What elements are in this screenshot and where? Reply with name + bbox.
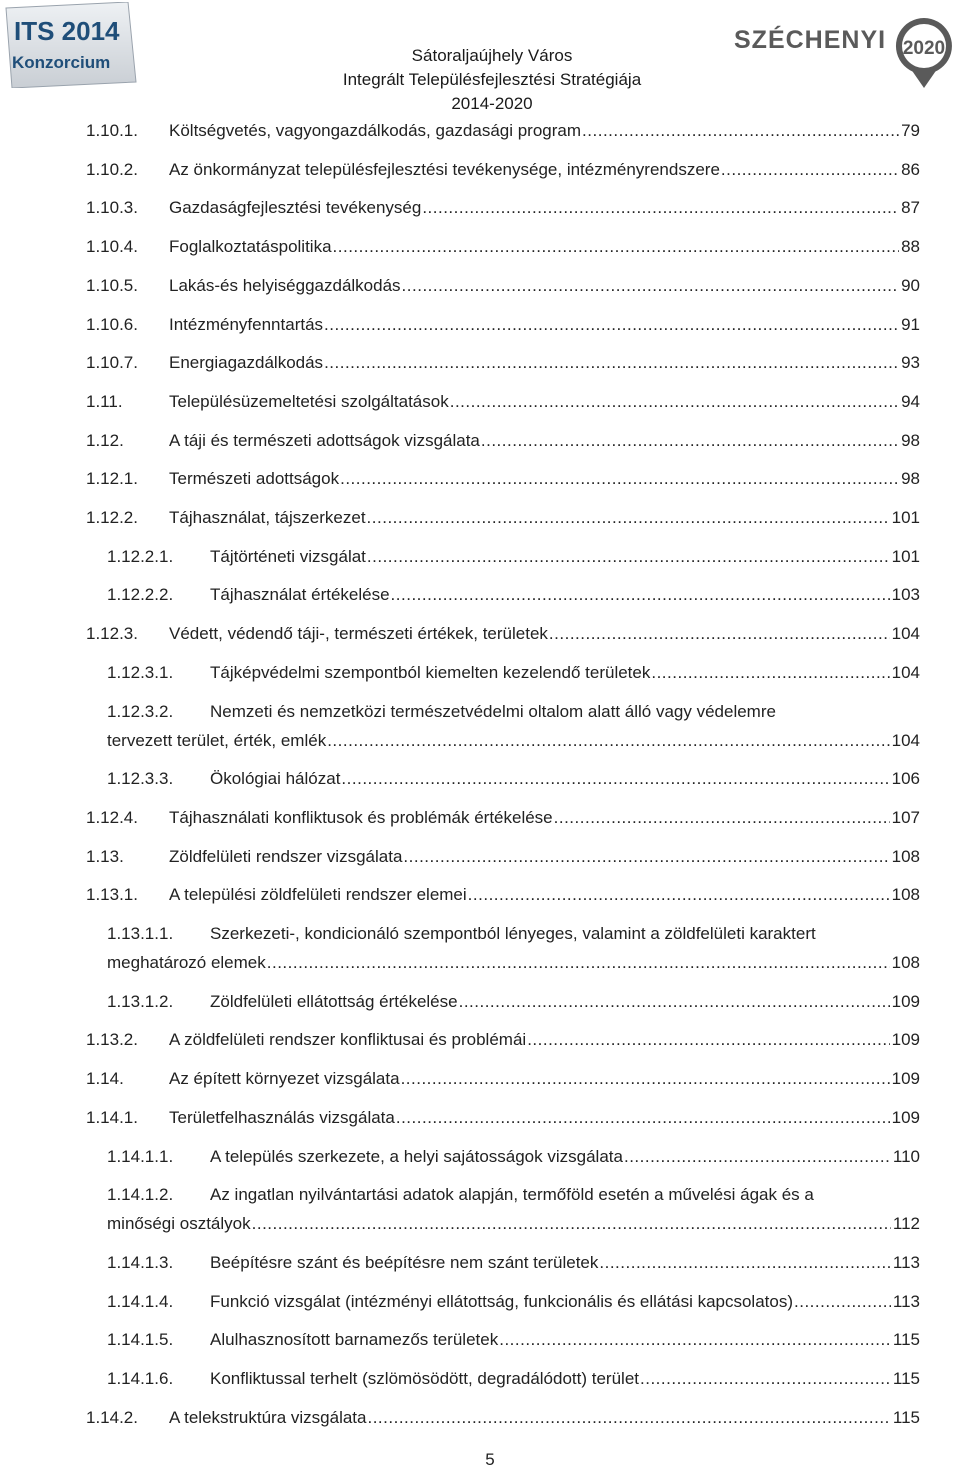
- toc-entry-number: 1.12.4.: [86, 807, 138, 827]
- toc-entry-number: 1.14.1.2.: [107, 1185, 174, 1205]
- toc-entry-title: Konfliktussal terhelt (szlömösödött, degradálódott) terület: [210, 1369, 640, 1388]
- toc-entry-number: 1.14.1.: [86, 1107, 138, 1127]
- toc-entry[interactable]: [107, 1290, 920, 1314]
- toc-entry-number: 1.12.1.: [86, 469, 138, 489]
- toc-entry-number: 1.12.3.1.: [107, 662, 174, 682]
- dot-leader: [324, 313, 899, 337]
- toc-entry-number: 1.10.7.: [86, 353, 138, 373]
- toc-entry-number: 1.12.2.1.: [107, 546, 174, 566]
- toc-entry-page: 79: [901, 121, 920, 140]
- dot-leader: [459, 990, 890, 1014]
- toc-entry-title: Nemzeti és nemzetközi természetvédelmi oltalom alatt álló vagy védelemre: [210, 701, 776, 721]
- toc-entry-title: Az ingatlan nyilvántartási adatok alapján, termőföld esetén a művelési ágak és a: [210, 1185, 814, 1205]
- dot-leader: [401, 1067, 890, 1091]
- toc-entry[interactable]: [86, 274, 920, 298]
- dot-leader: [340, 467, 899, 491]
- its-konzorcium-logo: [2, 2, 138, 88]
- toc-entry-page: 98: [901, 430, 920, 450]
- dot-leader: [554, 806, 890, 830]
- toc-entry-title: Tájhasználat, tájszerkezet: [169, 508, 366, 527]
- toc-entry-page: 101: [891, 508, 920, 527]
- toc-entry[interactable]: [86, 467, 920, 491]
- toc-entry-page: 98: [901, 469, 920, 489]
- toc-entry-page: 109: [891, 1030, 920, 1050]
- toc-entry-number: 1.12.3.2.: [107, 701, 174, 721]
- toc-entry-number: 1.13.2.: [86, 1030, 138, 1050]
- document-header: [250, 44, 734, 116]
- toc-entry-number: 1.12.2.: [86, 508, 138, 527]
- toc-entry[interactable]: [86, 1406, 920, 1430]
- toc-entry-number: 1.10.2.: [86, 159, 138, 179]
- toc-entry[interactable]: [86, 1067, 920, 1091]
- toc-entry-page: 103: [891, 585, 920, 605]
- toc-entry-page: 113: [892, 1252, 920, 1272]
- toc-entry-number: 1.10.6.: [86, 314, 138, 334]
- dot-leader: [481, 429, 899, 453]
- toc-entry-title: Természeti adottságok: [169, 469, 340, 489]
- dot-leader: [341, 767, 889, 791]
- toc-entry-number: 1.11.: [86, 391, 123, 411]
- toc-entry-title: Az épített környezet vizsgálata: [169, 1069, 400, 1089]
- toc-entry-title: Beépítésre szánt és beépítésre nem szánt területek: [210, 1252, 599, 1272]
- toc-entry-page: 106: [891, 769, 920, 789]
- dot-leader: [450, 390, 899, 414]
- dot-leader: [651, 661, 889, 685]
- toc-entry-number: 1.14.: [86, 1069, 124, 1089]
- dot-leader: [549, 622, 890, 646]
- toc-entry-title: Településüzemeltetési szolgáltatások: [169, 391, 449, 411]
- toc-entry-number: 1.14.1.5.: [107, 1330, 174, 1350]
- toc-entry[interactable]: [107, 700, 920, 753]
- logo-right-year: 2020: [902, 38, 946, 59]
- toc-entry[interactable]: [107, 990, 920, 1014]
- toc-entry[interactable]: [86, 351, 920, 375]
- toc-entry-page: 104: [891, 662, 920, 682]
- toc-entry-title: A telekstruktúra vizsgálata: [169, 1407, 367, 1427]
- toc-entry[interactable]: [86, 196, 920, 220]
- toc-entry-title-continued: minőségi osztályok: [107, 1214, 251, 1234]
- toc-entry-page: 94: [901, 391, 920, 411]
- dot-leader: [499, 1328, 891, 1352]
- dot-leader: [396, 1106, 890, 1130]
- toc-entry[interactable]: [107, 583, 920, 607]
- dot-leader: [402, 274, 900, 298]
- toc-entry-title: Zöldfelületi ellátottság értékelése: [210, 991, 458, 1011]
- header-title-line1: Sátoraljaújhely Város: [411, 46, 573, 65]
- pin-icon: [896, 18, 952, 88]
- toc-entry-page: 109: [891, 1069, 920, 1089]
- toc-entry[interactable]: [86, 390, 920, 414]
- toc-entry[interactable]: [86, 119, 920, 143]
- toc-entry-number: 1.12.3.3.: [107, 769, 174, 789]
- header-title-line2: Integrált Településfejlesztési Stratégiája: [342, 70, 642, 89]
- toc-entry-page: 104: [891, 624, 920, 644]
- toc-entry-page: 110: [892, 1146, 920, 1166]
- toc-entry-title: A település szerkezete, a helyi sajátosságok vizsgálata: [210, 1146, 623, 1166]
- toc-entry-title: Tájhasználat értékelése: [210, 585, 390, 605]
- toc-entry[interactable]: [107, 661, 920, 685]
- toc-entry[interactable]: [86, 158, 920, 182]
- dot-leader: [367, 506, 890, 530]
- toc-entry[interactable]: [107, 1145, 920, 1169]
- dot-leader: [640, 1367, 891, 1391]
- toc-entry-title: Területfelhasználás vizsgálata: [169, 1107, 395, 1127]
- toc-entry-title: Szerkezeti-, kondicionáló szempontból lényeges, valamint a zöldfelületi karaktert: [210, 924, 816, 943]
- dot-leader: [367, 1406, 890, 1430]
- toc-entry[interactable]: [86, 622, 920, 646]
- toc-entry-title: Zöldfelületi rendszer vizsgálata: [169, 846, 403, 866]
- toc-entry[interactable]: [86, 313, 920, 337]
- dot-leader: [582, 119, 899, 143]
- toc-entry-number: 1.12.2.2.: [107, 585, 174, 605]
- dot-leader: [327, 729, 889, 753]
- toc-entry-title: Az önkormányzat településfejlesztési tevékenysége, intézményrendszere: [169, 159, 720, 179]
- dot-leader: [403, 845, 889, 869]
- toc-entry[interactable]: [107, 1367, 920, 1391]
- toc-entry[interactable]: [107, 922, 920, 975]
- toc-entry-title: Ökológiai hálózat: [210, 769, 341, 789]
- toc-entry-title: Energiagazdálkodás: [169, 353, 324, 373]
- header-title-line3: 2014-2020: [451, 94, 533, 113]
- logo-left-line1: ITS 2014: [14, 16, 120, 46]
- toc-entry-number: 1.14.1.6.: [107, 1369, 174, 1388]
- toc-entry-title: Tájhasználati konfliktusok és problémák értékelése: [169, 807, 553, 827]
- toc-entry-page: 101: [891, 546, 920, 566]
- toc-entry-title-continued: meghatározó elemek: [107, 953, 266, 972]
- toc-entry-number: 1.14.1.3.: [107, 1252, 174, 1272]
- toc-entry-number: 1.14.2.: [86, 1407, 138, 1427]
- toc-entry-title: Védett, védendő táji-, természeti értékek, területek: [169, 624, 548, 644]
- toc-entry-page: 108: [891, 846, 920, 866]
- dot-leader: [391, 583, 890, 607]
- toc-entry-page: 109: [891, 991, 920, 1011]
- toc-entry-title: A táji és természeti adottságok vizsgálata: [169, 430, 480, 450]
- toc-entry[interactable]: [86, 806, 920, 830]
- toc-entry-number: 1.12.3.: [86, 624, 138, 644]
- dot-leader: [267, 951, 890, 975]
- toc-entry-page: 108: [891, 953, 920, 972]
- toc-entry-page: 115: [892, 1369, 920, 1388]
- toc-entry-page: 93: [901, 353, 920, 373]
- toc-entry-page: 115: [892, 1330, 920, 1350]
- toc-entry-title: A települési zöldfelületi rendszer elemei: [169, 885, 467, 905]
- toc-entry[interactable]: [107, 1251, 920, 1275]
- dot-leader: [367, 545, 890, 569]
- toc-entry[interactable]: [107, 1183, 920, 1236]
- toc-entry-title: Tájképvédelmi szempontból kiemelten kezelendő területek: [210, 662, 651, 682]
- toc-entry-number: 1.13.1.: [86, 885, 138, 905]
- dot-leader: [527, 1028, 889, 1052]
- toc-entry-number: 1.10.5.: [86, 275, 138, 295]
- toc-entry-title: Tájtörténeti vizsgálat: [210, 546, 366, 566]
- toc-entry-number: 1.10.4.: [86, 237, 138, 257]
- page-number: 5: [485, 1450, 495, 1469]
- toc-entry-title: A zöldfelületi rendszer konfliktusai és problémái: [169, 1030, 527, 1050]
- toc-entry-page: 109: [891, 1107, 920, 1127]
- dot-leader: [599, 1251, 891, 1275]
- toc-entry-number: 1.10.3.: [86, 198, 138, 218]
- toc-entry-page: 90: [901, 275, 920, 295]
- toc-entry[interactable]: [107, 767, 920, 791]
- toc-entry[interactable]: [86, 506, 920, 530]
- dot-leader: [794, 1290, 891, 1314]
- toc-entry-title: Intézményfenntartás: [169, 314, 324, 334]
- toc-entry-number: 1.13.1.2.: [107, 991, 174, 1011]
- dot-leader: [721, 158, 899, 182]
- toc-entry-title: Funkció vizsgálat (intézményi ellátottság, funkcionális és ellátási kapcsolatos): [210, 1291, 793, 1311]
- toc-entry-number: 1.12.: [86, 430, 124, 450]
- toc-entry-title: Gazdaságfejlesztési tevékenység: [169, 198, 422, 218]
- dot-leader: [324, 351, 899, 375]
- toc-entry[interactable]: [86, 1028, 920, 1052]
- toc-entry[interactable]: [86, 235, 920, 259]
- toc-entry-title: Alulhasznosított barnamezős területek: [210, 1330, 499, 1350]
- dot-leader: [252, 1212, 891, 1236]
- toc-entry-number: 1.13.1.1.: [107, 924, 174, 943]
- dot-leader: [468, 883, 890, 907]
- toc-entry-page: 91: [901, 314, 920, 334]
- toc-entry-page: 113: [892, 1291, 920, 1311]
- dot-leader: [422, 196, 899, 220]
- toc-entry-page: 112: [892, 1214, 920, 1234]
- toc-entry[interactable]: [86, 429, 920, 453]
- toc-entry-page: 87: [901, 198, 920, 218]
- toc-entry-page: 107: [891, 807, 920, 827]
- toc-entry-page: 108: [891, 885, 920, 905]
- toc-entry-page: 86: [901, 159, 920, 179]
- logo-left-line2: Konzorcium: [12, 53, 111, 72]
- toc-entry-title: Lakás-és helyiséggazdálkodás: [169, 275, 401, 295]
- toc-entry-page: 115: [892, 1407, 920, 1427]
- toc-entry[interactable]: [86, 1106, 920, 1130]
- dot-leader: [624, 1145, 891, 1169]
- toc-entry[interactable]: [107, 545, 920, 569]
- toc-entry-title: Költségvetés, vagyongazdálkodás, gazdasági program: [169, 121, 582, 140]
- logo-right-word: SZÉCHENYI: [734, 26, 887, 54]
- toc-entry-title-continued: tervezett terület, érték, emlék: [107, 730, 327, 750]
- toc-entry-number: 1.14.1.1.: [107, 1146, 174, 1166]
- toc-entry-number: 1.14.1.4.: [107, 1291, 174, 1311]
- toc-entry[interactable]: [86, 883, 920, 907]
- toc-entry-page: 88: [901, 237, 920, 257]
- toc-entry-number: 1.13.: [86, 846, 124, 866]
- dot-leader: [333, 235, 900, 259]
- toc-entry-number: 1.10.1.: [86, 121, 138, 140]
- toc-entry[interactable]: [86, 845, 920, 869]
- toc-entry-title: Foglalkoztatáspolitika: [169, 237, 332, 257]
- szechenyi-2020-logo: [734, 10, 956, 90]
- toc-entry-page: 104: [891, 730, 920, 750]
- toc-entry[interactable]: [107, 1328, 920, 1352]
